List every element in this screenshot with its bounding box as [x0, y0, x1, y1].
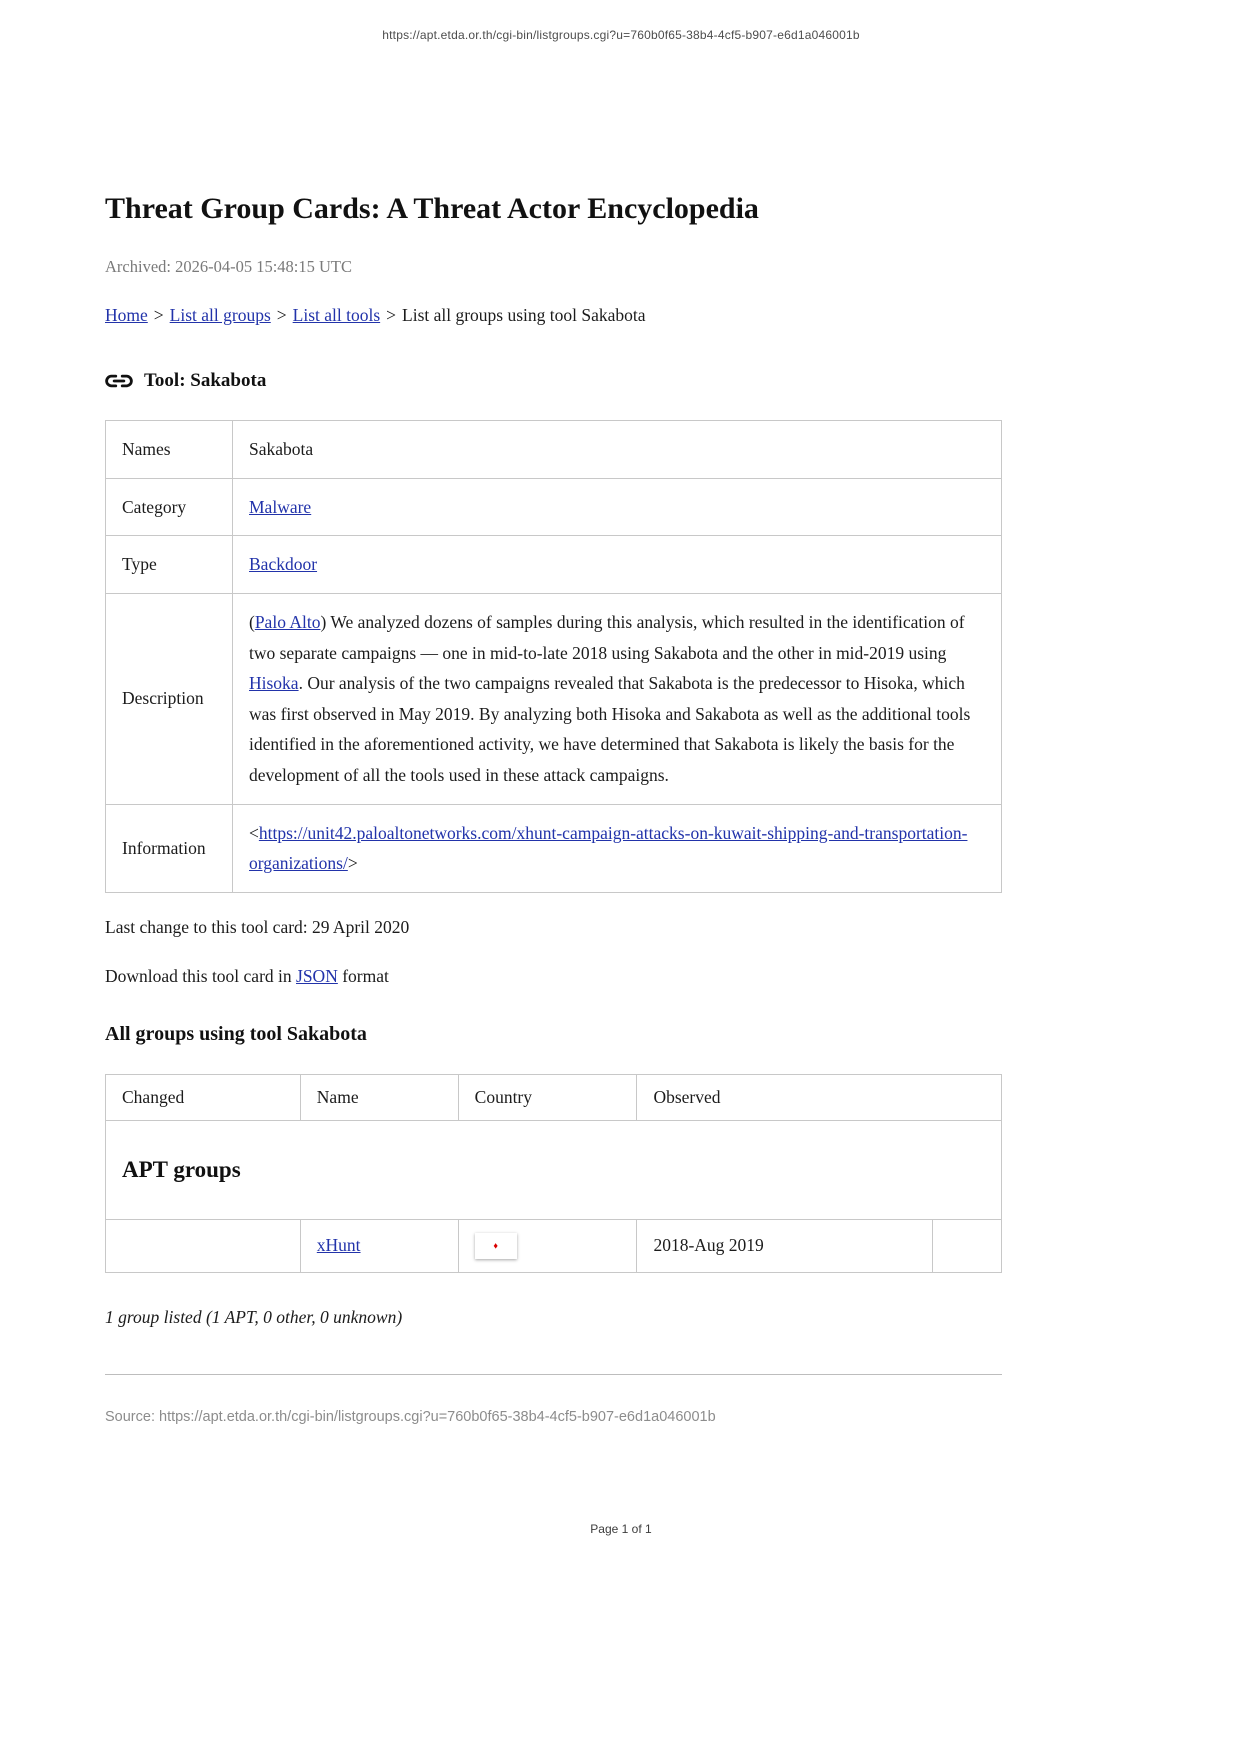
table-row [106, 478, 1002, 536]
breadcrumb-home-link[interactable]: Home [105, 305, 148, 325]
last-change-note: Last change to this tool card: 29 April 2020 [105, 916, 410, 937]
palo-alto-link[interactable]: Palo Alto [254, 611, 321, 632]
page-title: Threat Group Cards: A Threat Actor Encyclopedia [105, 192, 759, 225]
download-note [105, 966, 1002, 987]
json-download-link[interactable]: JSON [296, 965, 338, 986]
description-text: ( [249, 611, 255, 632]
link-icon [105, 373, 133, 389]
information-label: Information [106, 804, 233, 892]
breadcrumb [105, 305, 1002, 326]
breadcrumb-list-groups-link[interactable]: List all groups [169, 305, 271, 325]
group-changed-cell [106, 1219, 301, 1272]
table-row [106, 593, 1002, 804]
information-url-link[interactable]: https://unit42.paloaltonetworks.com/xhunt-campaign-attacks-on-kuwait-shipping-and-transportation-organizations/ [249, 822, 968, 874]
breadcrumb-separator: > [386, 305, 397, 325]
description-text: ) We analyzed dozens of samples during this analysis, which resulted in the identification of two separate campaigns — one in mid-to-late 2018 using Sakabota and the other in mid-2019 using [249, 611, 965, 663]
table-row [106, 1219, 1002, 1272]
group-name-cell [300, 1219, 458, 1272]
information-bracket: > [347, 853, 358, 874]
apt-groups-section-label: APT groups [106, 1120, 1002, 1219]
source-note: Source: https://apt.etda.or.th/cgi-bin/listgroups.cgi?u=760b0f65-38b4-4cf5-b907-e6d1a046001b [105, 1408, 716, 1425]
tool-heading [105, 370, 1002, 392]
column-header-name: Name [300, 1074, 458, 1120]
hisoka-link[interactable]: Hisoka [249, 673, 299, 694]
column-header-changed: Changed [106, 1074, 301, 1120]
tool-card-table [105, 420, 1002, 893]
tool-heading-label: Tool: Sakabota [144, 370, 267, 391]
names-label: Names [106, 421, 233, 479]
breadcrumb-list-tools-link[interactable]: List all tools [292, 305, 381, 325]
footer-divider [105, 1374, 1002, 1375]
download-text: Download this tool card in [105, 965, 297, 986]
breadcrumb-separator: > [276, 305, 287, 325]
information-value [233, 804, 1002, 892]
type-backdoor-link[interactable]: Backdoor [249, 554, 318, 575]
group-extra-cell [933, 1219, 1002, 1272]
description-value [233, 593, 1002, 804]
names-value: Sakabota [233, 421, 1002, 479]
type-label: Type [106, 536, 233, 594]
table-row [106, 421, 1002, 479]
iran-flag [475, 1233, 517, 1259]
groups-summary: 1 group listed (1 APT, 0 other, 0 unknown) [105, 1306, 403, 1327]
groups-section-heading: All groups using tool Sakabota [105, 1022, 367, 1045]
groups-section-row [106, 1120, 1002, 1219]
groups-header-row [106, 1074, 1002, 1120]
groups-table [105, 1074, 1002, 1273]
page-number: Page 1 of 1 [590, 1522, 652, 1536]
description-text: . Our analysis of the two campaigns revealed that Sakabota is the predecessor to Hisoka, which was first observed in May 2019. By analyzing both Hisoka and Sakabota as well as the additional tools identified in the aforementioned activity, we have determined that Sakabota is likely the basis for the development of all the tools used in these attack campaigns. [249, 673, 971, 785]
table-row [106, 536, 1002, 594]
category-malware-link[interactable]: Malware [249, 496, 312, 517]
breadcrumb-current: List all groups using tool Sakabota [402, 305, 646, 325]
column-header-country: Country [458, 1074, 637, 1120]
category-value [233, 478, 1002, 536]
flag-emblem: ♦ [493, 1240, 498, 1251]
description-label: Description [106, 593, 233, 804]
column-header-observed: Observed [637, 1074, 1002, 1120]
archived-timestamp: Archived: 2026-04-05 15:48:15 UTC [105, 257, 353, 276]
information-bracket: < [249, 822, 259, 843]
archive-url: https://apt.etda.or.th/cgi-bin/listgroups.cgi?u=760b0f65-38b4-4cf5-b907-e6d1a046001b [382, 28, 860, 42]
category-label: Category [106, 478, 233, 536]
main-content [105, 192, 1002, 1425]
download-text: format [337, 965, 389, 986]
group-observed-cell: 2018-Aug 2019 [637, 1219, 933, 1272]
xhunt-group-link[interactable]: xHunt [316, 1235, 361, 1256]
breadcrumb-separator: > [153, 305, 164, 325]
table-row [106, 804, 1002, 892]
group-country-cell [458, 1219, 637, 1272]
type-value [233, 536, 1002, 594]
